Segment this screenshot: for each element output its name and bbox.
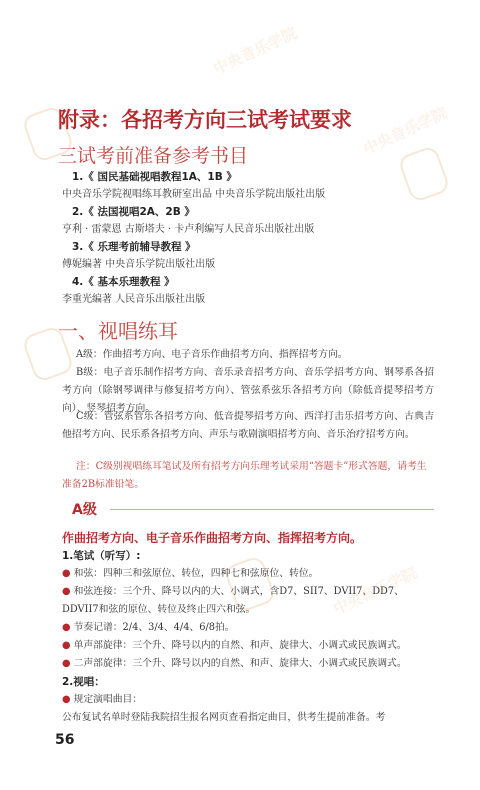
bullet-icon: ● bbox=[62, 640, 71, 651]
watermark-text: 中央音乐学院 bbox=[330, 563, 420, 619]
section-heading-sight-singing: 一、视唱练耳 bbox=[58, 319, 178, 343]
bullet-icon: ● bbox=[62, 694, 71, 705]
appendix-title: 附录：各招考方向三试考试要求 bbox=[58, 108, 352, 132]
written-exam-heading: 1.笔试（听写）: bbox=[62, 550, 141, 562]
watermark-text: 中央音乐学院 bbox=[210, 23, 300, 79]
level-a-header bbox=[62, 499, 434, 519]
list-item: ● 节奏记谱：2/4、3/4、4/4、6/8拍。 bbox=[62, 622, 235, 633]
list-item: ● 单声部旋律：三个升、降号以内的自然、和声、旋律大、小调式或民族调式。 bbox=[62, 640, 407, 651]
book-title: 2.《 法国视唱2A、2B 》 bbox=[72, 206, 195, 218]
level-a-heading: 作曲招考方向、电子音乐作曲招考方向、指挥招考方向。 bbox=[62, 531, 363, 545]
book-info: 中央音乐学院视唱练耳教研室出品 中央音乐学院出版社出版 bbox=[62, 189, 326, 200]
level-b-description: B级：电子音乐制作招考方向、音乐录音招考方向、音乐学招考方向、钢琴系各招考方向（除钢琴调律与修复招考方向）、管弦系弦乐各招考方向（除低音提琴招考方向）、竖琴招考方向。 bbox=[62, 367, 434, 414]
sight-singing-heading: 2.视唱： bbox=[62, 676, 105, 688]
book-info: 亨利 · 雷蒙恩 古斯塔夫 · 卡卢利编写人民音乐出版社出版 bbox=[62, 224, 315, 235]
list-item: ● 规定演唱曲目： bbox=[62, 694, 143, 705]
level-a-description: A级：作曲招考方向、电子音乐作曲招考方向、指挥招考方向。 bbox=[76, 349, 348, 360]
answer-card-note: 注：C级别视唱练耳笔试及所有招考方向乐理考试采用“答题卡”形式答题，请考生准备2B标准铅笔。 bbox=[62, 461, 427, 490]
level-a-label: A级 bbox=[72, 502, 97, 518]
bullet-icon: ● bbox=[62, 586, 71, 597]
book-title: 3.《 乐理考前辅导教程 》 bbox=[72, 241, 196, 253]
booklist bbox=[62, 168, 432, 308]
bullet-icon: ● bbox=[62, 658, 71, 669]
book-info: 李重光编著 人民音乐出版社出版 bbox=[62, 294, 206, 305]
sight-singing-text: 公布复试名单时登陆我院招生报名网页查看指定曲目，供考生提前准备。考 bbox=[62, 712, 386, 723]
book-title: 4.《 基本乐理教程 》 bbox=[72, 276, 175, 288]
book-info: 傅妮编著 中央音乐学院出版社出版 bbox=[62, 259, 216, 270]
bullet-icon: ● bbox=[62, 568, 71, 579]
list-item: ● 二声部旋律：三个升、降号以内的自然、和声、旋律大、小调式或民族调式。 bbox=[62, 658, 407, 669]
book-title: 1.《 国民基础视唱教程1A、1B 》 bbox=[72, 171, 237, 183]
booklist-heading: 三试考前准备参考书目 bbox=[58, 145, 249, 167]
divider bbox=[110, 509, 434, 510]
list-item: ● 和弦：四种三和弦原位、转位，四种七和弦原位、转位。 bbox=[62, 568, 319, 579]
bullet-icon: ● bbox=[62, 622, 71, 633]
list-item: ● 和弦连接：三个升、降号以内的大、小调式，含D7、SII7、DVII7、DD7、DDVII7和弦的原位、转位及终止四六和弦。 bbox=[62, 586, 404, 615]
level-c-description: C级：管弦系管乐各招考方向、低音提琴招考方向、西洋打击乐招考方向、古典吉他招考方向、民乐系各招考方向、声乐与歌剧演唱招考方向、音乐治疗招考方向。 bbox=[62, 411, 434, 440]
watermark-text: 中央音乐学院 bbox=[360, 103, 450, 159]
level-a-requirements bbox=[62, 547, 434, 727]
page-number: 56 bbox=[55, 732, 75, 748]
